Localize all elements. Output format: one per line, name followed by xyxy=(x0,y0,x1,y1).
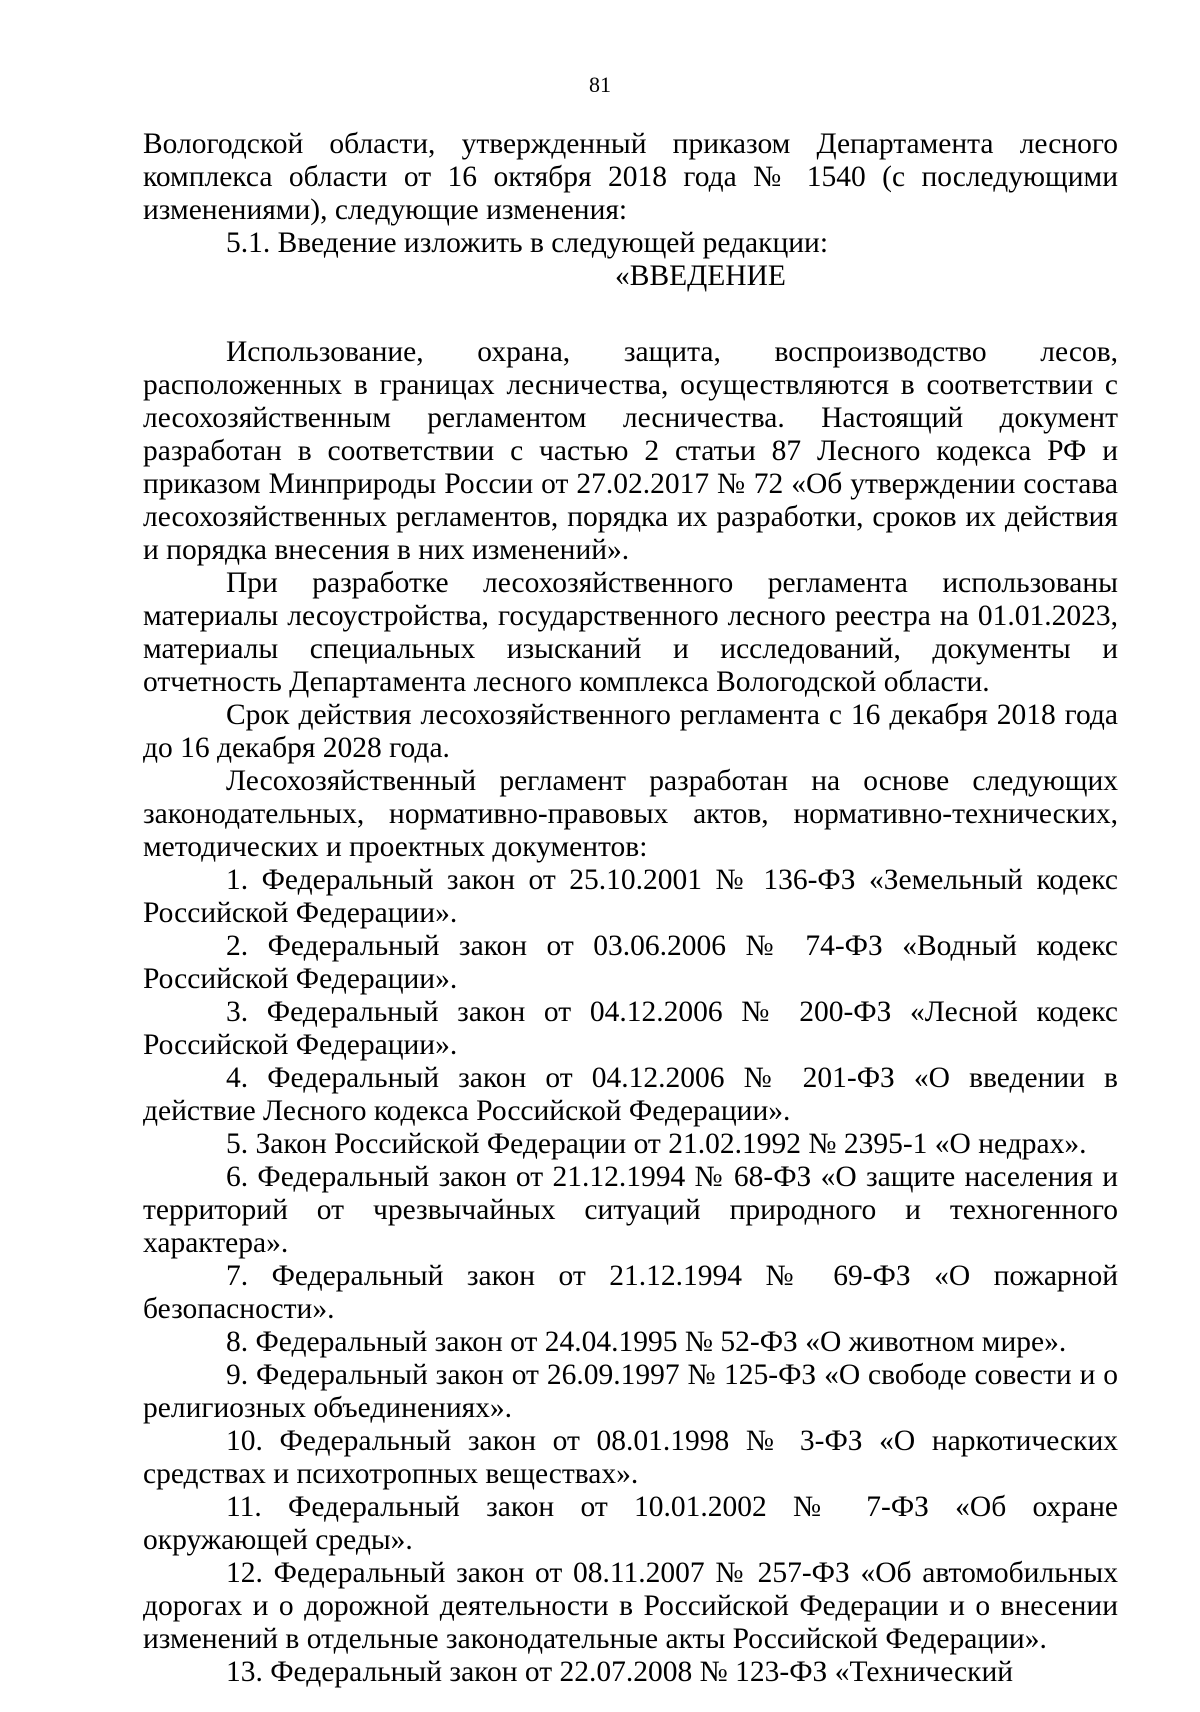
list-item: 7. Федеральный закон от 21.12.1994 № 69-ФЗ «О пожарной безопасности». xyxy=(143,1260,1118,1325)
document-body xyxy=(143,128,1118,1689)
clause-5-1: 5.1. Введение изложить в следующей редакции: xyxy=(226,227,829,259)
paragraph-basis: Лесохозяйственный регламент разработан на основе следующих законодательных, нормативно-правовых актов, нормативно-технических, методических и проектных документов: xyxy=(143,765,1118,863)
list-item: 2. Федеральный закон от 03.06.2006 № 74-ФЗ «Водный кодекс Российской Федерации». xyxy=(143,930,1118,995)
page-number: 81 xyxy=(589,72,611,97)
list-item: 12. Федеральный закон от 08.11.2007 № 257-ФЗ «Об автомобильных дорогах и о дорожной деятельности в Российской Федерации и о внесении изменений в отдельные законодательные акты Российской Федерации». xyxy=(143,1557,1118,1655)
list-item: 1. Федеральный закон от 25.10.2001 № 136-ФЗ «Земельный кодекс Российской Федерации». xyxy=(143,864,1118,929)
paragraph-usage: Использование, охрана, защита, воспроизводство лесов, расположенных в границах лесничества, осуществляются в соответствии с лесохозяйственным регламентом лесничества. Настоящий документ разработан в соответствии с частью 2 статьи 87 Лесного кодекса РФ и приказом Минприроды России от 27.02.2017 № 72 «Об утверждении состава лесохозяйственных регламентов, порядка их разработки, сроков их действия и порядка внесения в них изменений». xyxy=(143,336,1118,566)
list-item: 5. Закон Российской Федерации от 21.02.1992 № 2395-1 «О недрах». xyxy=(226,1128,1087,1160)
list-item: 6. Федеральный закон от 21.12.1994 № 68-ФЗ «О защите населения и территорий от чрезвычайных ситуаций природного и техногенного характера». xyxy=(143,1161,1118,1259)
section-heading: «ВВЕДЕНИЕ xyxy=(615,260,786,292)
list-item: 8. Федеральный закон от 24.04.1995 № 52-ФЗ «О животном мире». xyxy=(226,1326,1067,1358)
list-item: 10. Федеральный закон от 08.01.1998 № 3-ФЗ «О наркотических средствах и психотропных веществах». xyxy=(143,1425,1118,1490)
intro-paragraph: Вологодской области, утвержденный приказом Департамента лесного комплекса области от 16 октября 2018 года № 1540 (с последующими изменениями), следующие изменения: xyxy=(143,128,1118,226)
list-item: 9. Федеральный закон от 26.09.1997 № 125-ФЗ «О свободе совести и о религиозных объединениях». xyxy=(143,1359,1118,1424)
list-item: 13. Федеральный закон от 22.07.2008 № 123-ФЗ «Технический xyxy=(226,1656,1014,1688)
paragraph-materials: При разработке лесохозяйственного регламента использованы материалы лесоустройства, государственного лесного реестра на 01.01.2023, материалы специальных изысканий и исследований, документы и отчетность Департамента лесного комплекса Вологодской области. xyxy=(143,567,1118,698)
list-item: 3. Федеральный закон от 04.12.2006 № 200-ФЗ «Лесной кодекс Российской Федерации». xyxy=(143,996,1118,1061)
list-item: 4. Федеральный закон от 04.12.2006 № 201-ФЗ «О введении в действие Лесного кодекса Российской Федерации». xyxy=(143,1062,1118,1127)
list-item: 11. Федеральный закон от 10.01.2002 № 7-ФЗ «Об охране окружающей среды». xyxy=(143,1491,1118,1556)
paragraph-validity: Срок действия лесохозяйственного регламента с 16 декабря 2018 года до 16 декабря 2028 года. xyxy=(143,699,1118,764)
